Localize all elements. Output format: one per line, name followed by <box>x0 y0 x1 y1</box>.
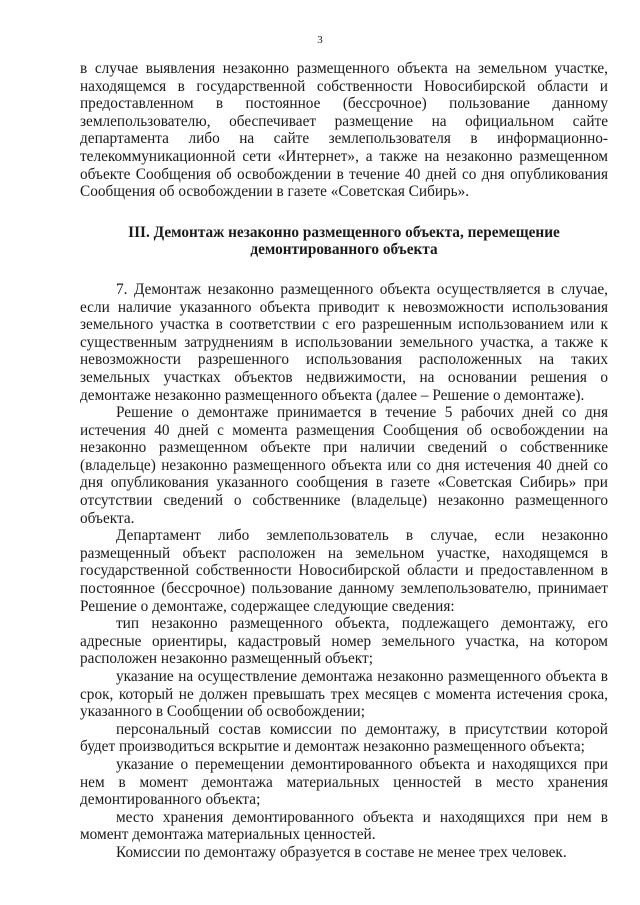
section-heading-line-1: III. Демонтаж незаконно размещенного объекта, перемещение <box>128 223 560 241</box>
list-item: указание о перемещении демонтированного объекта и находящихся при нем в момент демонтажа материальных ценностей в место хранения демонтированного объекта; <box>80 755 608 809</box>
list-item: персональный состав комиссии по демонтажу, в присутствии которой будет производиться вскрытие и демонтаж незаконно размещенного объекта; <box>80 720 608 756</box>
list-item: тип незаконно размещенного объекта, подлежащего демонтажу, его адресные ориентиры, кадастровый номер земельного участка, на котором расположен незаконно размещенный объект; <box>80 615 608 668</box>
section-heading <box>80 224 608 259</box>
document-body <box>80 60 608 862</box>
list-item: указание на осуществление демонтажа незаконно размещенного объекта в срок, который не должен превышать трех месяцев с момента истечения срока, указанного в Сообщении об освобождении; <box>80 668 608 721</box>
paragraph-decision-contents: Департамент либо землепользователь в случае, если незаконно размещенный объект расположен на земельном участке, находящемся в государственной собственности Новосибирской области и предоставленном в постоянное (бессрочное) пользование данному землепользователю, принимает Решение о демонтаже, содержащее следующие сведения: <box>80 527 608 615</box>
section-heading-line-2: демонтированного объекта <box>250 241 438 259</box>
final-paragraph: Комиссии по демонтажу образуется в составе не менее трех человек. <box>116 843 567 861</box>
list-item: место хранения демонтированного объекта и находящихся при нем в момент демонтажа материальных ценностей. <box>80 808 608 844</box>
page-number: 3 <box>317 34 323 46</box>
paragraph-item-7: 7. Демонтаж незаконно размещенного объекта осуществляется в случае, если наличие указанного объекта приводит к невозможности использования земельного участка в соответствии с его разрешенным использованием или к существенным затруднениям в использовании земельного участка, а также к невозможности разрешенного использования расположенных на таких земельных участках объектов недвижимости, на основании решения о демонтаже незаконно размещенного объекта (далее – Решение о демонтаже). <box>80 280 608 404</box>
paragraph-decision-timing: Решение о демонтаже принимается в течение 5 рабочих дней со дня истечения 40 дней с момента размещения Сообщения об освобождении на незаконно размещенном объекте при наличии сведений о собственнике (владельце) незаконно размещенного объекта или со дня истечения 40 дней со дня опубликования указанного сообщения в газете «Советская Сибирь» при отсутствии сведений о собственнике (владельце) незаконно размещенного объекта. <box>80 404 608 527</box>
intro-paragraph: в случае выявления незаконно размещенного объекта на земельном участке, находящемся в государственной собственности Новосибирской области и предоставленном в постоянное (бессрочное) пользование данному землепользователю, обеспечивает размещение на официальном сайте департамента либо на сайте землепользователя в информационно-телекоммуникационной сети «Интернет», а также на незаконно размещенном объекте Сообщения об освобождении в течение 40 дней со дня опубликования Сообщения об освобождении в газете «Советская Сибирь». <box>80 60 608 201</box>
